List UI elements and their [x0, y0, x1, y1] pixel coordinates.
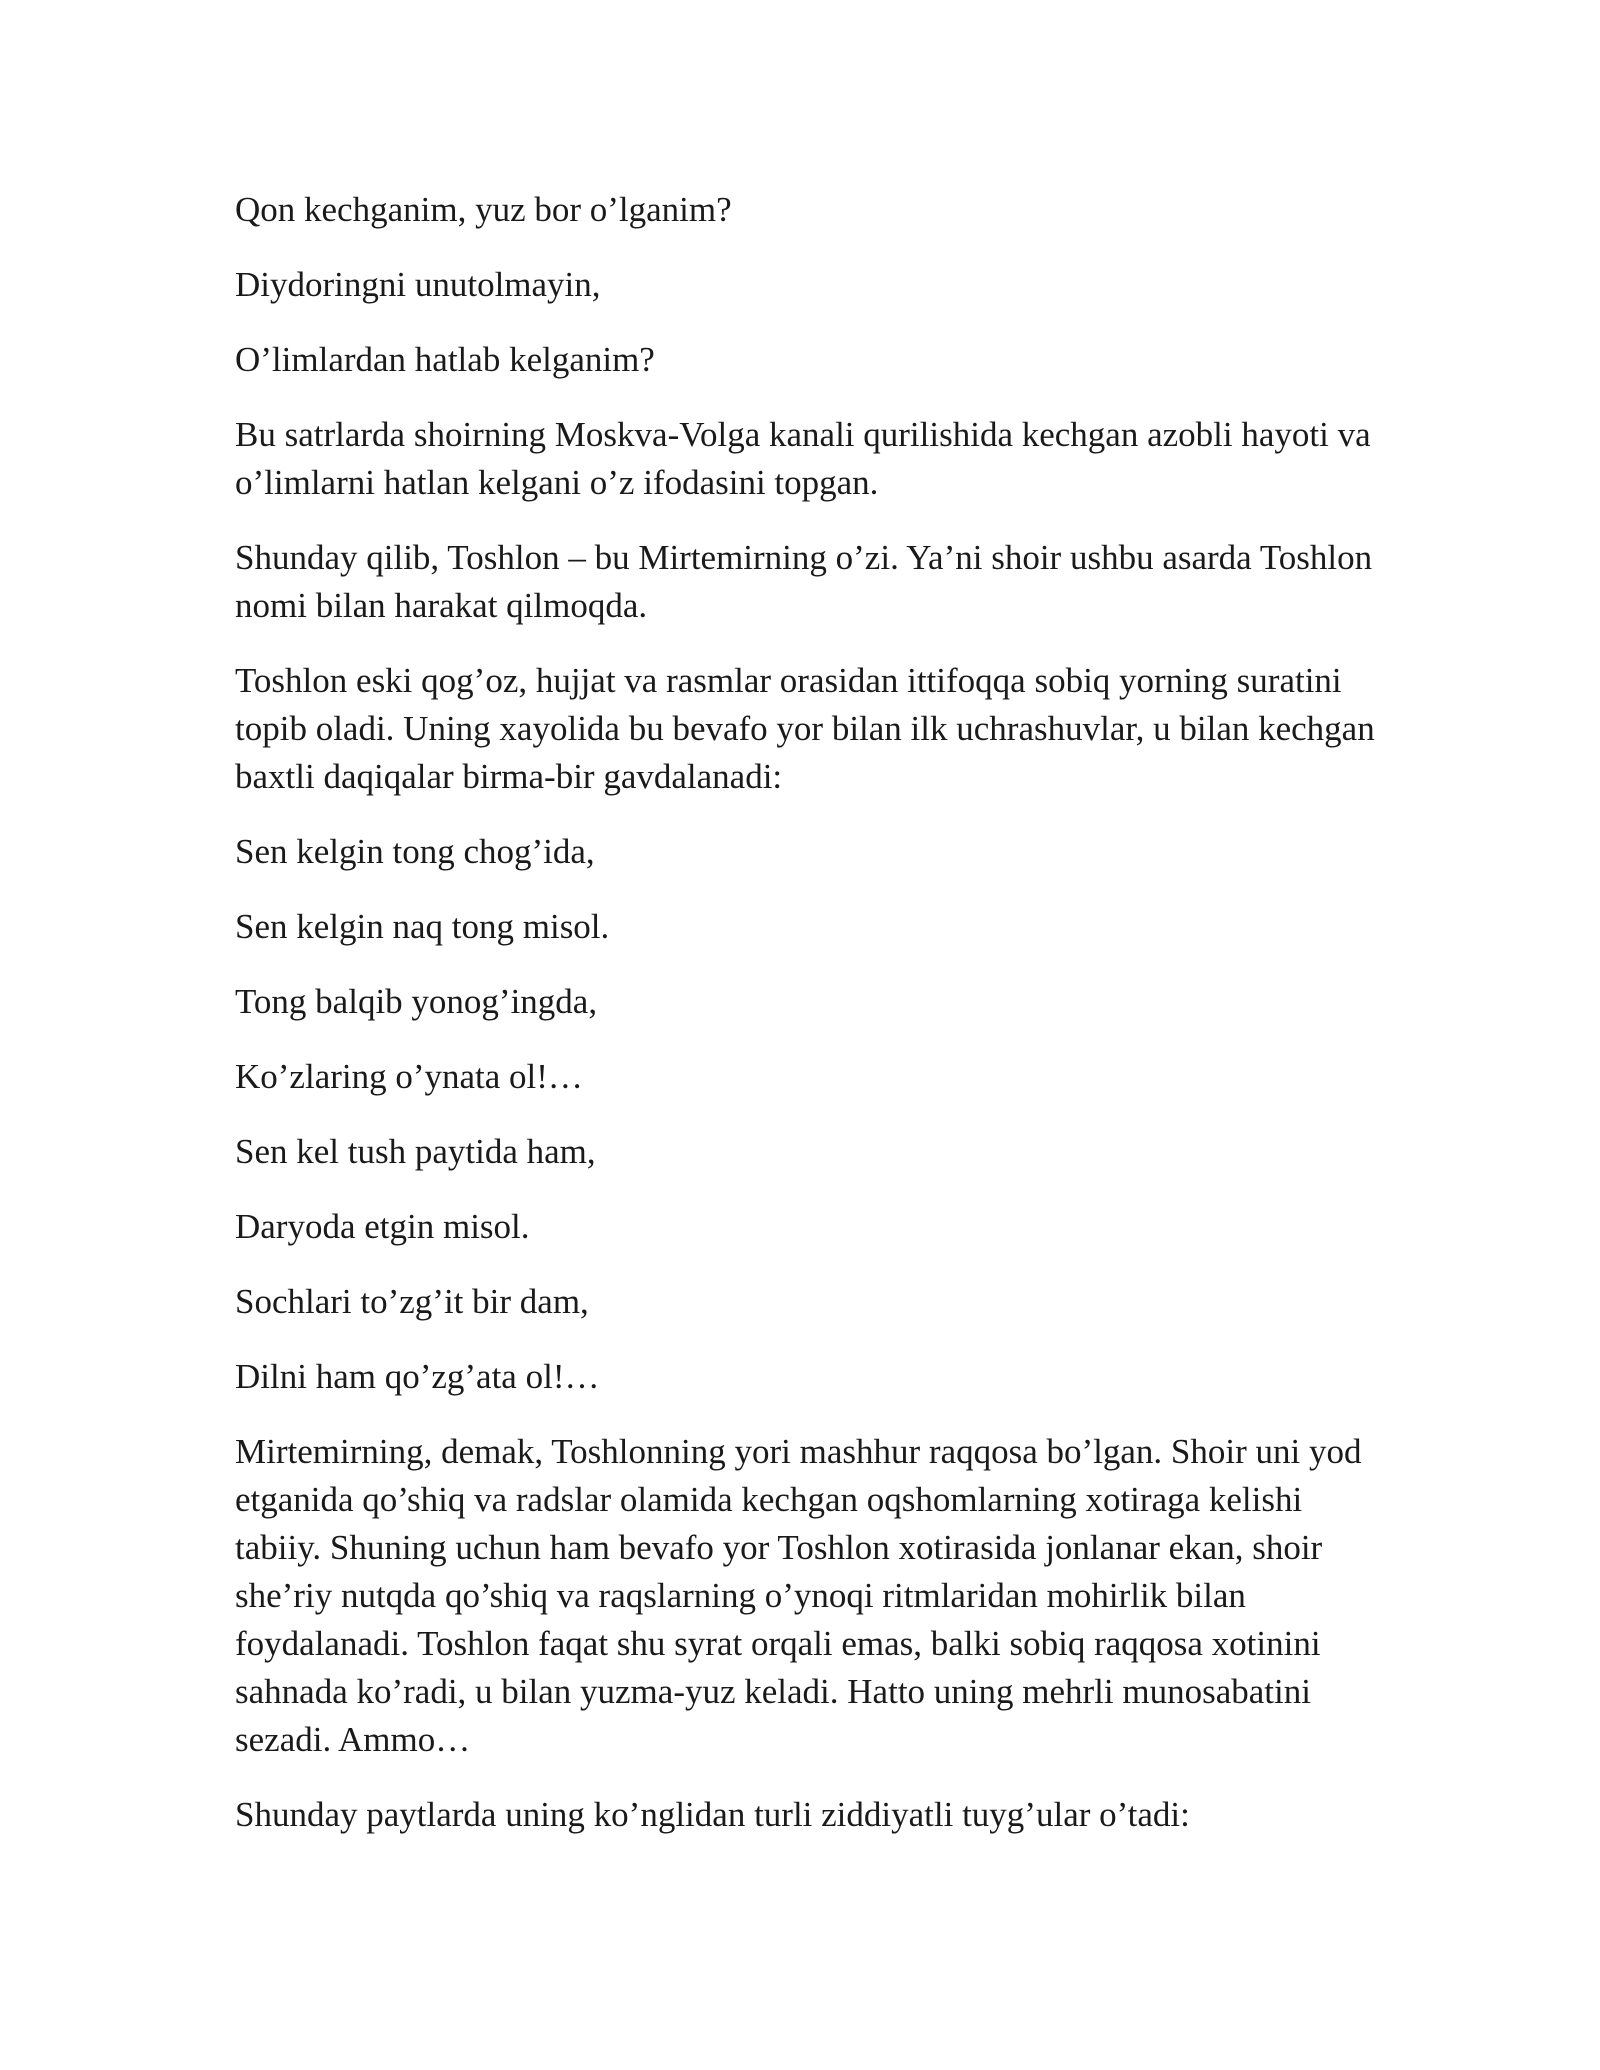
verse-line: Ko’zlaring o’ynata ol!…	[235, 1057, 583, 1096]
prose-paragraph: Shunday paytlarda uning ko’nglidan turli ziddiyatli tuyg’ular o’tadi:	[235, 1795, 1190, 1834]
verse-line: O’limlardan hatlab kelganim?	[235, 340, 655, 379]
prose-paragraph: Bu satrlarda shoirning Moskva-Volga kanali qurilishida kechgan azobli hayoti va o’limlarni hatlan kelgani o’z ifodasini topgan.	[235, 415, 1371, 502]
verse-line: Diydoringni unutolmayin,	[235, 265, 601, 304]
verse-line: Sen kel tush paytida ham,	[235, 1132, 596, 1171]
verse-line: Dilni ham qo’zg’ata ol!…	[235, 1357, 600, 1396]
prose-paragraph: Shunday qilib, Toshlon – bu Mirtemirning o’zi. Ya’ni shoir ushbu asarda Toshlon nomi bilan harakat qilmoqda.	[235, 538, 1373, 625]
verse-line: Sen kelgin tong chog’ida,	[235, 832, 595, 871]
verse-line: Sen kelgin naq tong misol.	[235, 907, 610, 946]
verse-line: Daryoda etgin misol.	[235, 1207, 530, 1246]
verse-line: Tong balqib yonog’ingda,	[235, 982, 598, 1021]
prose-paragraph: Mirtemirning, demak, Toshlonning yori mashhur raqqosa bo’lgan. Shoir uni yod etganida qo’shiq va radslar olamida kechgan oqshomlarning xotiraga kelishi tabiiy. Shuning uchun ham bevafo yor Toshlon xotirasida jonlanar ekan, shoir she’riy nutqda qo’shiq va raqslarning o’ynoqi ritmlaridan mohirlik bilan foydalanadi. Toshlon faqat shu syrat orqali emas, balki sobiq raqqosa xotinini sahnada ko’radi, u bilan yuzma-yuz keladi. Hatto uning mehrli munosabatini sezadi. Ammo…	[235, 1432, 1362, 1759]
verse-line: Qon kechganim, yuz bor o’lganim?	[235, 190, 732, 229]
verse-line: Sochlari to’zg’it bir dam,	[235, 1282, 589, 1321]
prose-paragraph: Toshlon eski qog’oz, hujjat va rasmlar orasidan ittifoqqa sobiq yorning suratini topib oladi. Uning xayolida bu bevafo yor bilan ilk uchrashuvlar, u bilan kechgan baxtli daqiqalar birma-bir gavdalanadi:	[235, 661, 1375, 796]
document-body	[235, 186, 1395, 1866]
